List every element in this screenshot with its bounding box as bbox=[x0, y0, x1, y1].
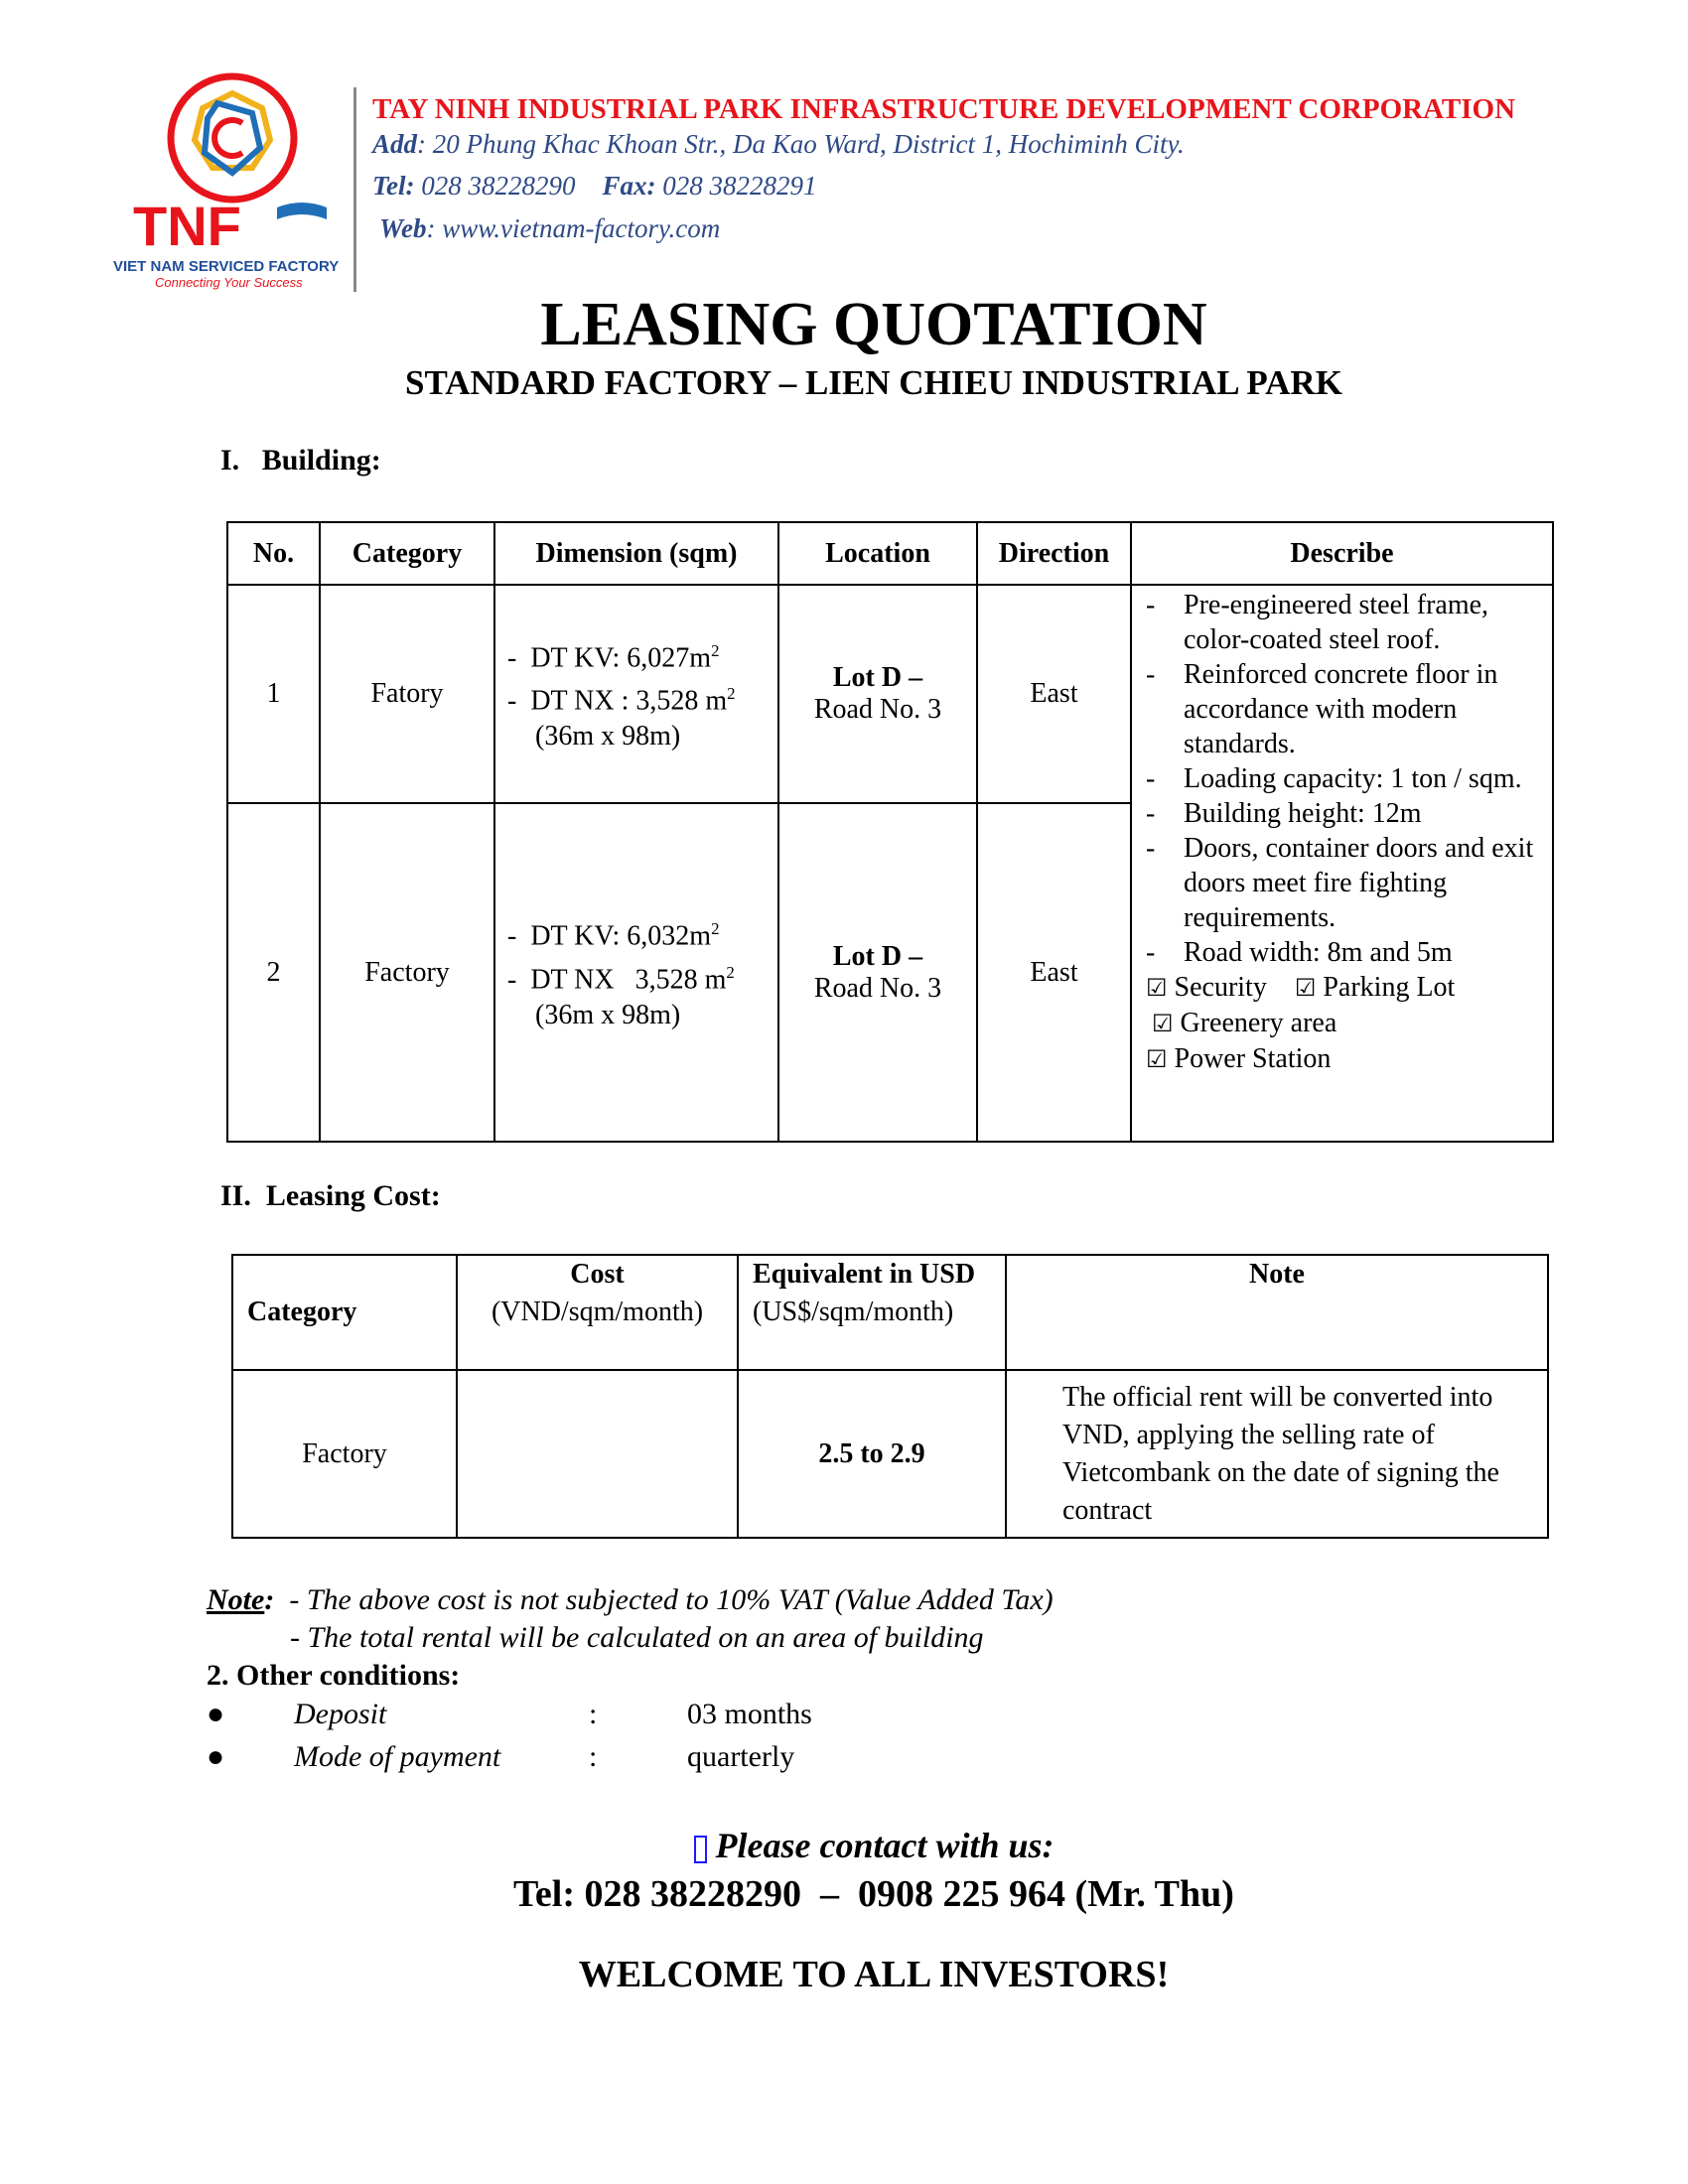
company-address: Add: 20 Phung Khac Khoan Str., Da Kao Ward, District 1, Hochiminh City. bbox=[372, 129, 1185, 159]
company-name: TAY NINH INDUSTRIAL PARK INFRASTRUCTURE DEVELOPMENT CORPORATION bbox=[372, 93, 1516, 125]
pointer-icon bbox=[694, 1836, 707, 1863]
page-subtitle: STANDARD FACTORY – LIEN CHIEU INDUSTRIAL PARK bbox=[405, 363, 1342, 402]
section-building-heading: I. Building: bbox=[220, 444, 381, 477]
cell-category: Factory bbox=[320, 803, 494, 1142]
table-header-row bbox=[227, 522, 1553, 585]
cell-dimension: - DT KV: $6,027m^2$ - DT NX : 3,528 $m^2$ (36m x 98m) bbox=[494, 585, 778, 803]
col-location: Location bbox=[778, 522, 977, 585]
cell-no: 2 bbox=[227, 803, 320, 1142]
company-phone: Tel: 028 38228290 Fax: 028 38228291 bbox=[372, 171, 817, 201]
page-title: LEASING QUOTATION bbox=[540, 291, 1207, 358]
building-table bbox=[226, 521, 1554, 1143]
cell-category: Factory bbox=[232, 1370, 457, 1538]
cell-describe bbox=[1131, 585, 1553, 1142]
col-usd: Equivalent in USD (US$/sqm/month) bbox=[738, 1255, 1006, 1370]
cell-direction: East bbox=[977, 803, 1131, 1142]
note-line-2: - The total rental will be calculated on an area of building bbox=[290, 1621, 984, 1654]
bullet-icon: ● bbox=[207, 1740, 225, 1773]
leasing-table bbox=[231, 1254, 1549, 1539]
table-row bbox=[227, 585, 1553, 803]
checkbox-checked-icon: ☑ bbox=[1146, 1045, 1168, 1073]
cell-note: The official rent will be converted into VND, applying the selling rate of Vietcombank on the date of signing the contract bbox=[1006, 1370, 1548, 1538]
amenity-row: ☑ Power Station bbox=[1146, 1043, 1332, 1074]
describe-item: - Reinforced concrete floor in accordance with modern standards. bbox=[1146, 659, 1498, 759]
note-line-1: Note: - The above cost is not subjected to 10% VAT (Value Added Tax) bbox=[207, 1583, 1054, 1616]
col-direction: Direction bbox=[977, 522, 1131, 585]
cell-location: Lot D – Road No. 3 bbox=[778, 803, 977, 1142]
describe-item: - Doors, container doors and exit doors meet fire fighting requirements. bbox=[1146, 833, 1534, 933]
bullet-icon: ● bbox=[207, 1698, 225, 1730]
cell-direction: East bbox=[977, 585, 1131, 803]
cell-usd: 2.5 to 2.9 bbox=[738, 1370, 1006, 1538]
col-category: Category bbox=[232, 1255, 457, 1370]
checkbox-checked-icon: ☑ bbox=[1152, 1010, 1174, 1037]
header-divider bbox=[353, 87, 356, 292]
svg-text:TNF: TNF bbox=[133, 195, 241, 257]
table-header-row bbox=[232, 1255, 1548, 1370]
checkbox-checked-icon: ☑ bbox=[1146, 974, 1168, 1002]
describe-item: - Road width: 8m and 5m bbox=[1146, 937, 1453, 968]
describe-item: - Building height: 12m bbox=[1146, 798, 1422, 829]
col-describe: Describe bbox=[1131, 522, 1553, 585]
col-cost: Cost (VND/sqm/month) bbox=[457, 1255, 738, 1370]
amenity-row: ☑ Security ☑ Parking Lot bbox=[1146, 972, 1456, 1003]
col-category: Category bbox=[320, 522, 494, 585]
conditions-heading: 2. Other conditions: bbox=[207, 1659, 461, 1692]
table-row bbox=[232, 1370, 1548, 1538]
welcome-message: WELCOME TO ALL INVESTORS! bbox=[578, 1954, 1170, 1995]
condition-deposit: ● Deposit : 03 months bbox=[207, 1698, 812, 1730]
contact-prompt: Please contact with us: bbox=[0, 1825, 1688, 1866]
company-web: Web: www.vietnam-factory.com bbox=[379, 213, 721, 243]
logo-slogan: Connecting Your Success bbox=[155, 275, 303, 290]
cell-location: Lot D – Road No. 3 bbox=[778, 585, 977, 803]
describe-item: - Pre-engineered steel frame, color-coated steel roof. bbox=[1146, 590, 1489, 655]
cell-no: 1 bbox=[227, 585, 320, 803]
cell-dimension: - DT KV: $6,032m^2$ - DT NX 3,528 $m^2$ (36m x 98m) bbox=[494, 803, 778, 1142]
contact-phone: Tel: 028 38228290 – 0908 225 964 (Mr. Thu) bbox=[513, 1873, 1234, 1915]
col-no: No. bbox=[227, 522, 320, 585]
amenity-row: ☑ Greenery area bbox=[1152, 1008, 1337, 1038]
condition-payment: ● Mode of payment : quarterly bbox=[207, 1740, 795, 1773]
col-dimension: Dimension (sqm) bbox=[494, 522, 778, 585]
cell-category: Fatory bbox=[320, 585, 494, 803]
section-leasing-heading: II. Leasing Cost: bbox=[220, 1179, 441, 1212]
tnf-logo-icon bbox=[113, 68, 352, 292]
describe-item: - Loading capacity: 1 ton / sqm. bbox=[1146, 763, 1522, 794]
website-link[interactable]: : www.vietnam-factory.com bbox=[426, 213, 721, 243]
company-logo bbox=[113, 68, 352, 292]
cell-cost bbox=[457, 1370, 738, 1538]
col-note: Note bbox=[1006, 1255, 1548, 1370]
logo-tagline: VIET NAM SERVICED FACTORY bbox=[113, 258, 340, 275]
checkbox-checked-icon: ☑ bbox=[1294, 974, 1317, 1002]
